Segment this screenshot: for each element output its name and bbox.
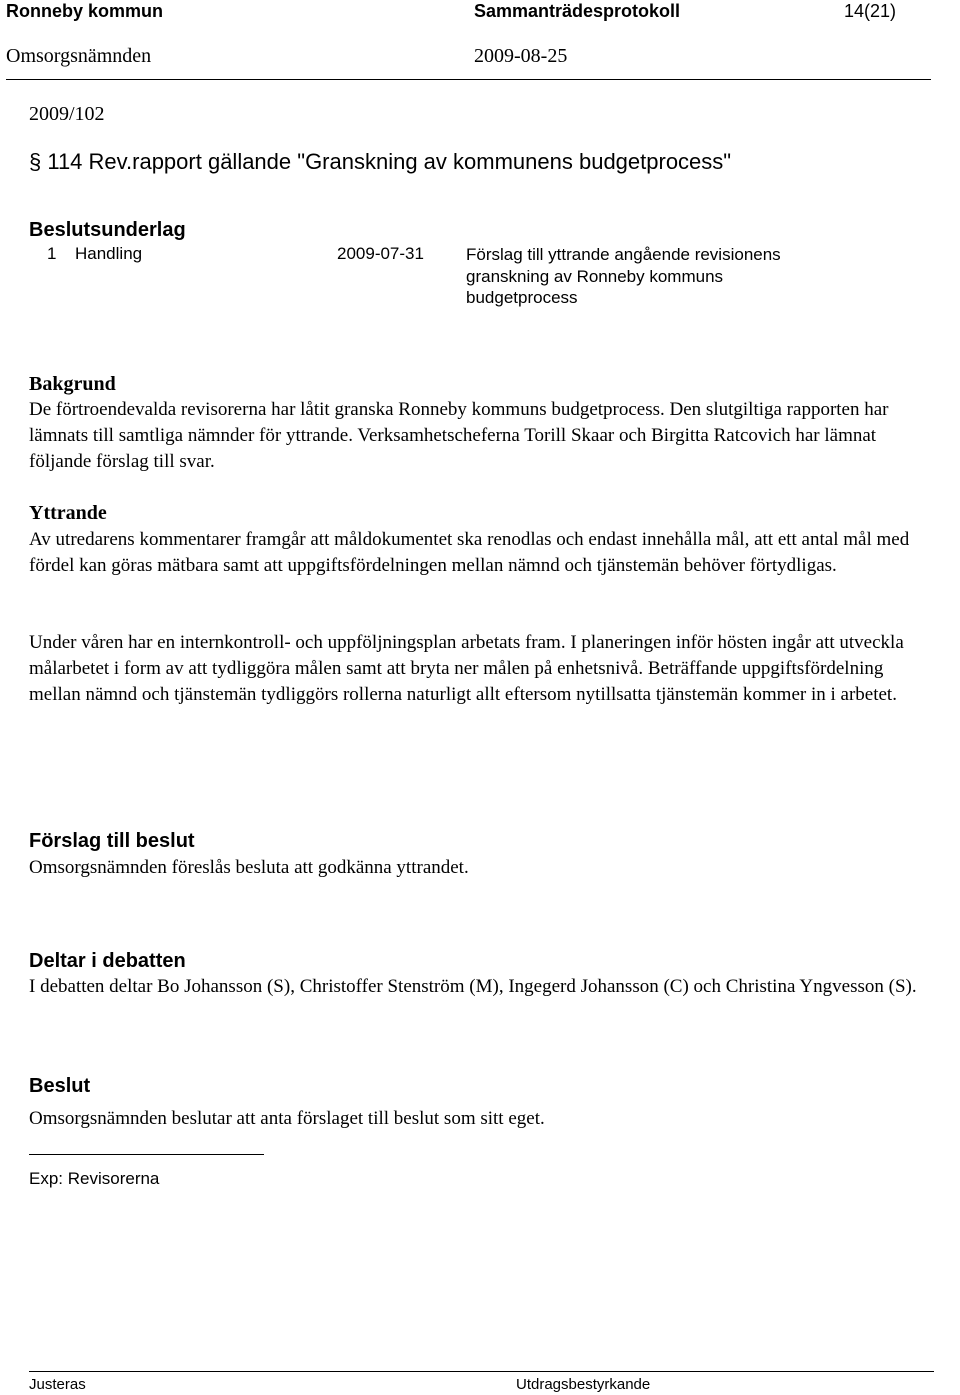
beslut-text: Omsorgsnämnden beslutar att anta förslaget till beslut som sitt eget.: [29, 1108, 545, 1129]
header-document-type: Sammanträdesprotokoll: [474, 1, 681, 21]
attachment-type: Handling: [75, 244, 143, 263]
attachment-date: 2009-07-31: [337, 244, 424, 263]
header-date: 2009-08-25: [474, 45, 568, 67]
footer-justeras: Justeras: [29, 1376, 86, 1393]
debatt-text: I debatten deltar Bo Johansson (S), Christoffer Stenström (M), Ingegerd Johansson (C) och Christina Yngvesson (S).: [29, 976, 917, 997]
forslag-text: Omsorgsnämnden föreslås besluta att godkänna yttrandet.: [29, 857, 469, 878]
attachment-number: 1: [47, 244, 57, 263]
section-title: § 114 Rev.rapport gällande "Granskning av kommunens budgetprocess": [29, 149, 732, 174]
header-divider: [6, 79, 931, 80]
header-committee: Omsorgsnämnden: [6, 45, 152, 67]
case-number: 2009/102: [29, 103, 105, 125]
footer-utdragsbestyrkande: Utdragsbestyrkande: [516, 1376, 651, 1393]
expedition-line: Exp: Revisorerna: [29, 1169, 160, 1188]
expedition-divider: [29, 1154, 264, 1155]
header-organization: Ronneby kommun: [6, 1, 164, 21]
bakgrund-text: De förtroendevalda revisorerna har låtit granska Ronneby kommuns budgetprocess. Den slutgiltiga rapporten har lämnats till samtliga nämnder för yttrande. Verksamhetscheferna Torill Skaar och Birgitta Ratcovich har lämnat följande förslag till svar.: [29, 399, 889, 472]
forslag-heading: Förslag till beslut: [29, 830, 195, 852]
bakgrund-heading: Bakgrund: [29, 373, 116, 395]
beslutsunderlag-heading: Beslutsunderlag: [29, 219, 186, 241]
attachment-description: Förslag till yttrande angående revisionens granskning av Ronneby kommuns budgetprocess: [466, 245, 781, 307]
yttrande-heading: Yttrande: [29, 502, 107, 524]
footer-divider: [29, 1371, 934, 1372]
beslut-heading: Beslut: [29, 1075, 91, 1097]
header-page-number: 14(21): [844, 1, 897, 21]
yttrande-paragraph-2: Under våren har en internkontroll- och uppföljningsplan arbetats fram. I planeringen inför hösten ingår att utveckla målarbetet i form av att tydliggöra målen samt att bryta ner målen på enhetsnivå. Beträffande uppgiftsfördelning mellan nämnd och tjänstemän tydliggörs rollerna naturligt allt eftersom nytillsatta tjänstemän kommer in i arbetet.: [29, 632, 904, 705]
debatt-heading: Deltar i debatten: [29, 950, 186, 972]
yttrande-paragraph-1: Av utredarens kommentarer framgår att måldokumentet ska renodlas och endast innehålla mål, att ett antal mål med fördel kan göras mätbara samt att uppgiftsfördelningen mellan nämnd och tjänstemän behöver förtydligas.: [29, 529, 910, 576]
